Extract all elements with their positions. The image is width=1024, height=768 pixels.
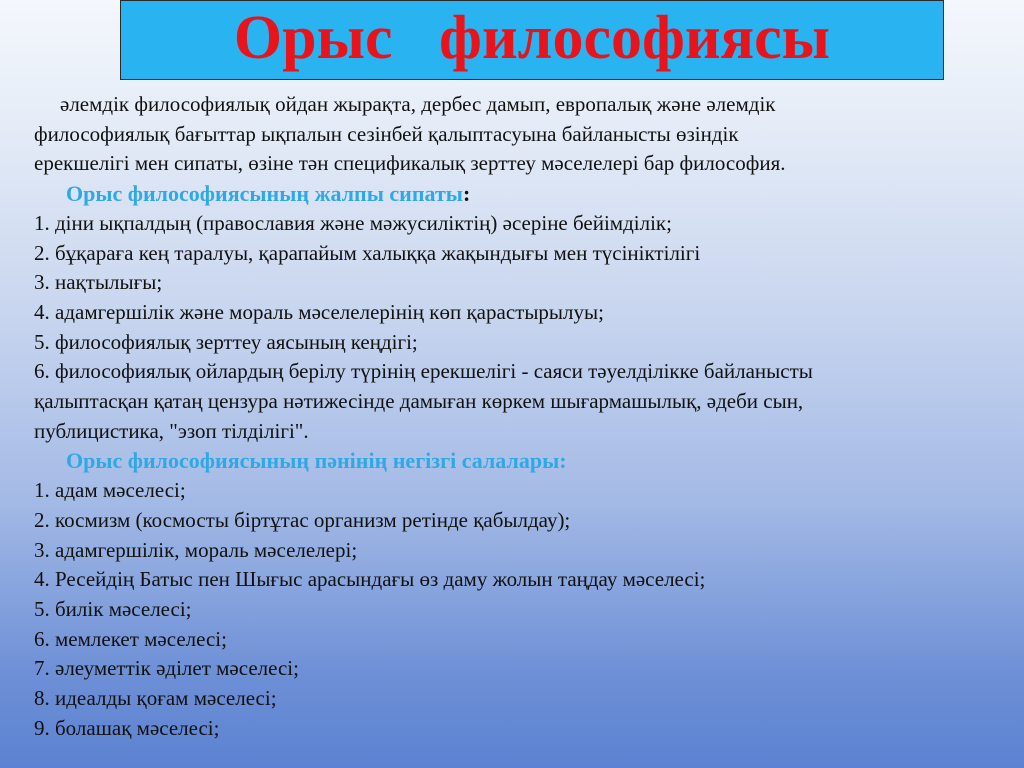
list-item: қалыптасқан қатаң цензура нәтижесінде дамыған көркем шығармашылық, әдеби сын, [34, 389, 804, 414]
slide-content [34, 90, 1009, 743]
list-item: 9. болашақ мәселесі; [34, 715, 220, 740]
list-item: 4. адамгершілік және мораль мәселелерінің көп қарастырылуы; [34, 299, 604, 324]
intro-line: әлемдік философиялық ойдан жырақта, дербес дамып, европалық және әлемдік [60, 92, 776, 116]
title-banner [120, 0, 944, 80]
section1-heading-colon: : [462, 181, 471, 207]
list-item: 1. адам мәселесі; [34, 478, 186, 503]
list-item: 8. идеалды қоғам мәселесі; [34, 686, 277, 711]
list-item: 6. философиялық ойлардың берілу түрінің ерекшелігі - саяси тәуелділікке байланысты [34, 359, 813, 384]
list-item: 2. космизм (космосты біртұтас организм ретінде қабылдау); [34, 507, 571, 532]
list-item: 7. әлеуметтік әділет мәселесі; [34, 656, 299, 681]
list-item: публицистика, "эзоп тілділігі". [34, 418, 309, 443]
list-item: 6. мемлекет мәселесі; [34, 626, 227, 651]
intro-line: философиялық бағыттар ықпалын сезінбей қалыптасуына байланысты өзіндік [34, 121, 739, 146]
list-item: 3. нақтылығы; [34, 270, 163, 295]
list-item: 1. діни ықпалдың (православия және мәжусиліктің) әсеріне бейімділік; [34, 210, 672, 235]
section1-heading-text: Орыс философиясының жалпы сипаты [66, 181, 463, 207]
list-item: 5. философиялық зерттеу аясының кеңдігі; [34, 329, 418, 354]
list-item: 5. билік мәселесі; [34, 596, 192, 621]
section1-heading [34, 179, 1009, 209]
list-item: 3. адамгершілік, мораль мәселелері; [34, 537, 358, 562]
section2-heading: Орыс философиясының пәнінің негізгі салалары: [66, 448, 567, 474]
list-item: 2. бұқараға кең таралуы, қарапайым халыққа жақындығы мен түсініктілігі [34, 240, 701, 265]
intro-line: ерекшелігі мен сипаты, өзіне тән спецификалық зерттеу мәселелері бар философия. [34, 151, 786, 176]
slide-title: Орыс философиясы [233, 4, 831, 72]
list-item: 4. Ресейдің Батыс пен Шығыс арасындағы өз даму жолын таңдау мәселесі; [34, 567, 706, 592]
